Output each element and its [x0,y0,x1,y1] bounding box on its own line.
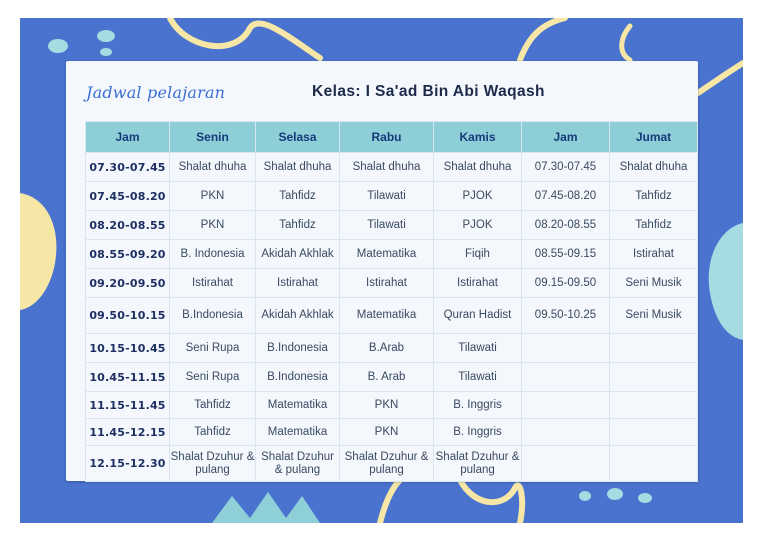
yellow-arc-top-right [520,18,565,60]
table-cell: PKN [170,182,256,211]
time-cell: 08.55-09.20 [86,240,170,269]
table-row [86,240,698,269]
table-cell: Seni Rupa [170,363,256,392]
table-cell: Matematika [340,240,434,269]
time-cell: 10.45-11.15 [86,363,170,392]
table-cell: Istirahat [256,269,340,298]
table-cell: B. Inggris [434,392,522,419]
table-cell [610,446,698,482]
table-cell: Matematika [256,392,340,419]
time-cell-jumat: 07.45-08.20 [522,182,610,211]
table-cell: Tilawati [340,182,434,211]
table-cell: Istirahat [610,240,698,269]
class-title: Kelas: I Sa'ad Bin Abi Waqash [312,83,545,100]
time-cell: 08.20-08.55 [86,211,170,240]
teal-zigzag-bottom [212,492,320,523]
time-cell: 09.20-09.50 [86,269,170,298]
column-header-senin: Senin [170,122,256,153]
table-cell: B.Indonesia [256,334,340,363]
yellow-line-right [698,63,743,93]
table-cell: Tilawati [434,363,522,392]
time-cell: 12.15-12.30 [86,446,170,482]
schedule-table [85,121,698,482]
teal-dot [48,39,68,53]
table-cell: Fiqih [434,240,522,269]
time-cell: 07.30-07.45 [86,153,170,182]
yellow-arc-bottom [380,480,400,523]
table-row [86,269,698,298]
table-cell: Matematika [256,419,340,446]
time-cell-jumat: 09.15-09.50 [522,269,610,298]
table-cell: Seni Rupa [170,334,256,363]
teal-dot [607,488,623,500]
table-cell: B. Inggris [434,419,522,446]
table-cell: B.Indonesia [170,298,256,334]
column-header-jam: Jam [86,122,170,153]
table-cell: Istirahat [434,269,522,298]
column-header-rabu: Rabu [340,122,434,153]
time-cell-jumat [522,363,610,392]
table-cell: Seni Musik [610,269,698,298]
time-cell: 11.45-12.15 [86,419,170,446]
table-cell: Shalat dhuha [340,153,434,182]
script-title: Jadwal pelajaran [86,83,226,102]
column-header-kamis: Kamis [434,122,522,153]
table-cell: Quran Hadist [434,298,522,334]
table-row [86,211,698,240]
table-row [86,153,698,182]
table-cell: Shalat dhuha [434,153,522,182]
table-cell: Tahfidz [610,182,698,211]
yellow-blob-left [20,193,56,310]
table-cell: Akidah Akhlak [256,298,340,334]
time-cell-jumat [522,446,610,482]
yellow-swirl-bottom [460,480,522,523]
time-cell-jumat [522,419,610,446]
time-cell-jumat: 07.30-07.45 [522,153,610,182]
card-header [66,61,698,119]
yellow-swirl-top [170,18,320,58]
time-cell-jumat [522,334,610,363]
table-cell [610,392,698,419]
time-cell: 10.15-10.45 [86,334,170,363]
table-cell: Shalat dhuha [610,153,698,182]
table-row [86,298,698,334]
schedule-card [66,61,698,481]
time-cell: 09.50-10.15 [86,298,170,334]
table-cell: Seni Musik [610,298,698,334]
teal-blob-right [709,223,743,340]
time-cell-jumat: 08.55-09.15 [522,240,610,269]
header-row [86,122,698,153]
table-cell: Shalat Dzuhur & pulang [340,446,434,482]
table-cell [610,363,698,392]
poster-background [20,18,743,523]
table-row [86,334,698,363]
table-cell: PKN [340,419,434,446]
time-cell-jumat [522,392,610,419]
yellow-hook-top-right [622,26,630,60]
teal-dot [579,491,591,501]
table-cell: B.Arab [340,334,434,363]
table-cell: Shalat dhuha [256,153,340,182]
time-cell-jumat: 08.20-08.55 [522,211,610,240]
table-cell: Shalat Dzuhur & pulang [434,446,522,482]
table-cell: Tilawati [434,334,522,363]
table-cell: Tahfidz [256,211,340,240]
table-row [86,182,698,211]
table-row [86,363,698,392]
table-cell: Istirahat [340,269,434,298]
table-cell: B. Arab [340,363,434,392]
table-cell: Tahfidz [170,392,256,419]
teal-dot [638,493,652,503]
table-cell: Shalat Dzuhur & pulang [170,446,256,482]
table-cell: Tilawati [340,211,434,240]
table-cell: PKN [170,211,256,240]
table-cell: Tahfidz [610,211,698,240]
teal-dot [100,48,112,56]
table-cell [610,334,698,363]
table-row [86,419,698,446]
table-cell: B. Indonesia [170,240,256,269]
time-cell-jumat: 09.50-10.25 [522,298,610,334]
table-cell: Tahfidz [256,182,340,211]
teal-dot [97,30,115,42]
table-row [86,392,698,419]
table-cell: Tahfidz [170,419,256,446]
table-cell: Shalat dhuha [170,153,256,182]
table-cell [610,419,698,446]
table-cell: Akidah Akhlak [256,240,340,269]
table-row [86,446,698,482]
table-cell: Shalat Dzuhur & pulang [256,446,340,482]
table-cell: Matematika [340,298,434,334]
column-header-jumat: Jumat [610,122,698,153]
column-header-selasa: Selasa [256,122,340,153]
table-cell: PJOK [434,182,522,211]
table-cell: PKN [340,392,434,419]
time-cell: 07.45-08.20 [86,182,170,211]
table-cell: PJOK [434,211,522,240]
table-cell: B.Indonesia [256,363,340,392]
time-cell: 11.15-11.45 [86,392,170,419]
column-header-jam-jumat: Jam [522,122,610,153]
table-cell: Istirahat [170,269,256,298]
